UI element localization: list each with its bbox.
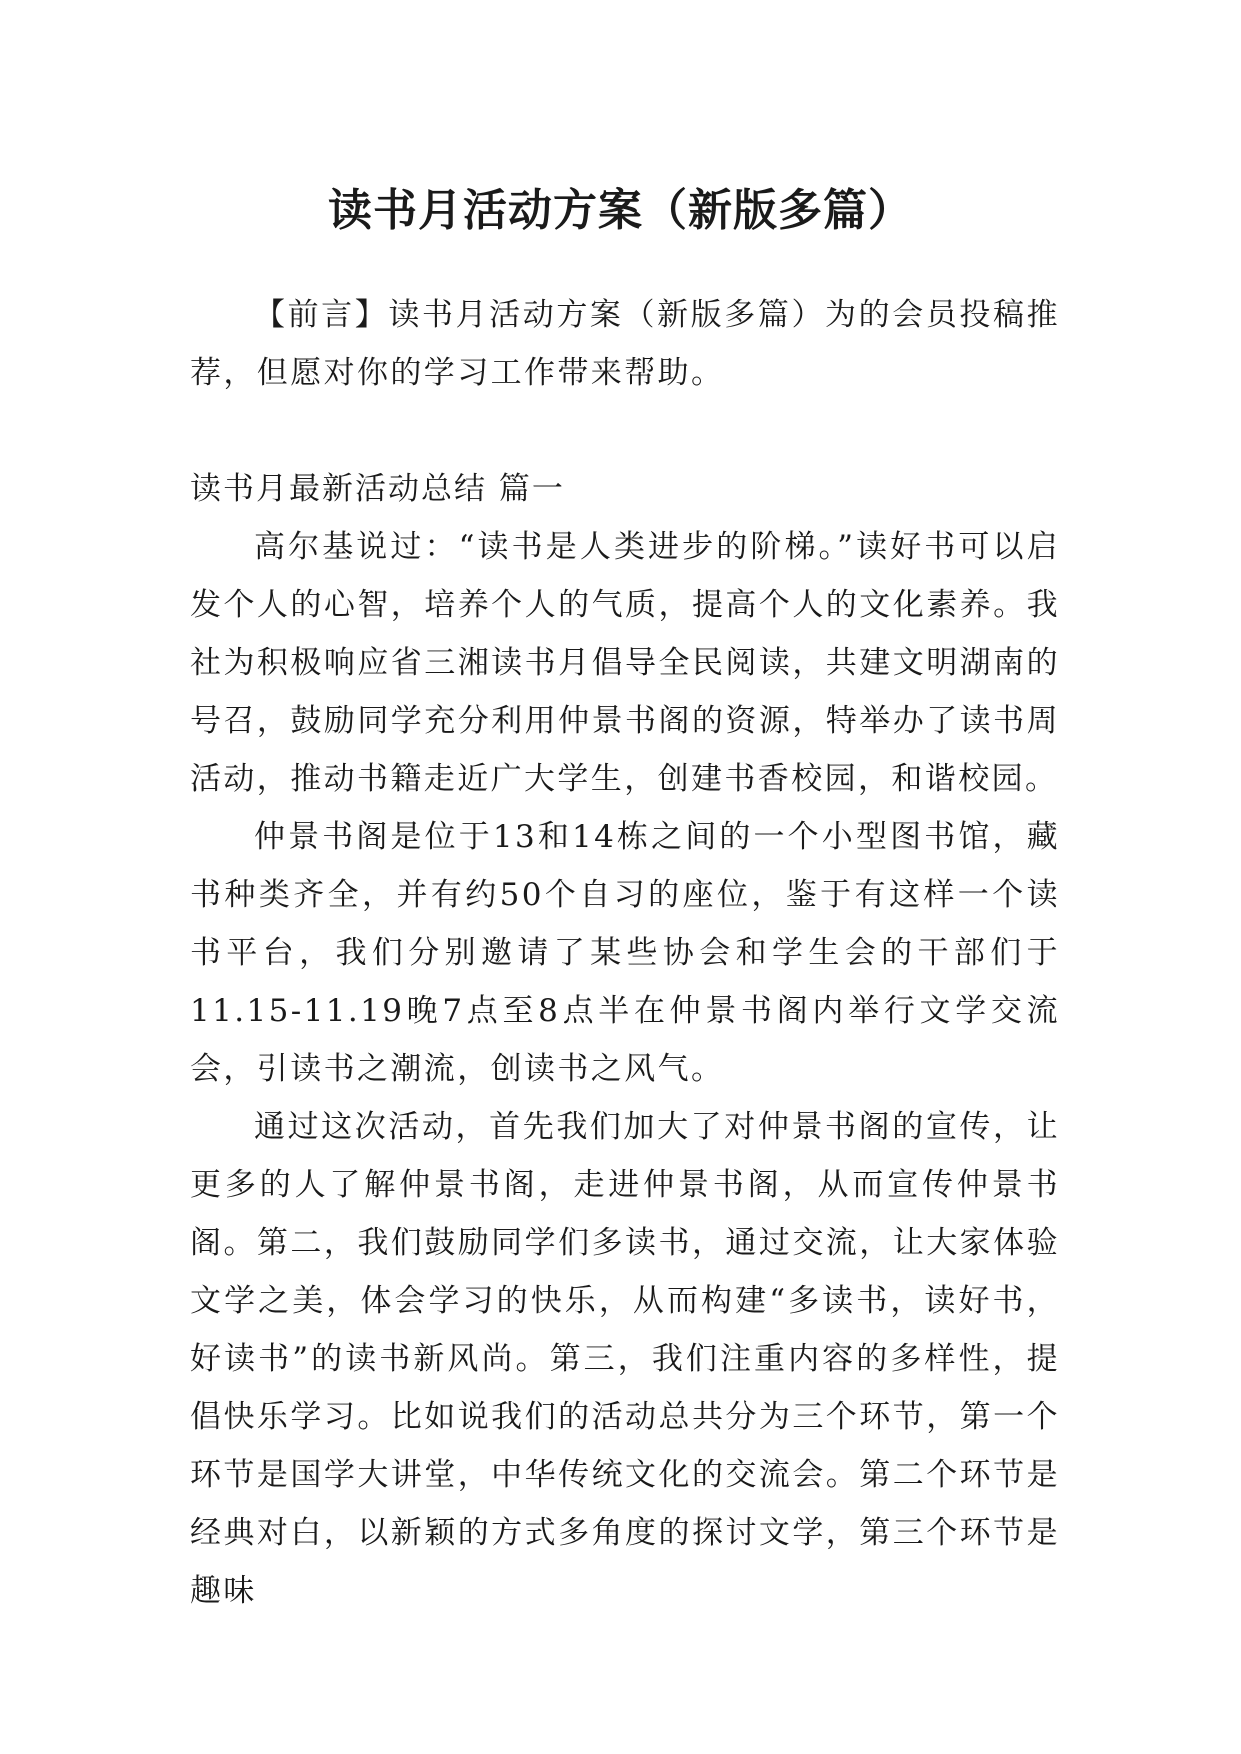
preface-paragraph: 【前言】读书月活动方案（新版多篇）为的会员投稿推荐，但愿对你的学习工作带来帮助。 <box>190 297 1060 391</box>
body-paragraph: 通过这次活动，首先我们加大了对仲景书阁的宣传，让更多的人了解仲景书阁，走进仲景书阁，从而宣传仲景书阁。第二，我们鼓励同学们多读书，通过交流，让大家体验文学之美，体会学习的快乐，从而构建“多读书，读好书，好读书”的读书新风尚。第三，我们注重内容的多样性，提倡快乐学习。比如说我们的活动总共分为三个环节，第一个环节是国学大讲堂，中华传统文化的交流会。第二个环节是经典对白，以新颖的方式多角度的探讨文学，第三个环节是趣味 <box>190 1109 1060 1609</box>
body-paragraph: 高尔基说过：“读书是人类进步的阶梯。”读好书可以启发个人的心智，培养个人的气质，提高个人的文化素养。我社为积极响应省三湘读书月倡导全民阅读，共建文明湖南的号召，鼓励同学充分利用仲景书阁的资源，特举办了读书周活动，推动书籍走近广大学生，创建书香校园，和谐校园。 <box>190 529 1060 797</box>
section-heading: 读书月最新活动总结 篇一 <box>190 471 565 507</box>
body-paragraph: 仲景书阁是位于13和14栋之间的一个小型图书馆，藏书种类齐全，并有约50个自习的座位，鉴于有这样一个读书平台，我们分别邀请了某些协会和学生会的干部们于11.15-11.19晚7点至8点半在仲景书阁内举行文学交流会，引读书之潮流，创读书之风气。 <box>190 819 1060 1087</box>
document-title: 读书月活动方案（新版多篇） <box>328 185 913 237</box>
